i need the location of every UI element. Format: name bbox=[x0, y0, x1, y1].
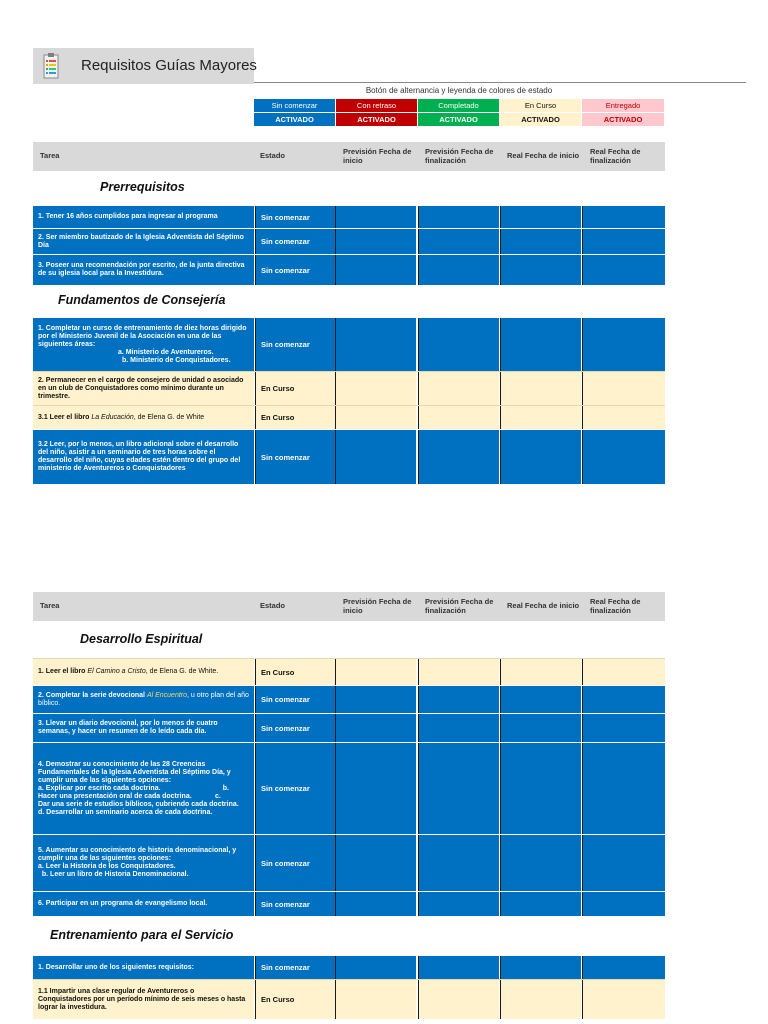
task-cell: 5. Aumentar su conocimiento de historia denominacional, y cumplir una de las siguientes opciones: a. Leer la Historia de los Conquistadores. b. Leer un libro de Historia Denominacional. bbox=[33, 835, 254, 891]
real-start-cell[interactable] bbox=[500, 406, 581, 429]
real-end-cell[interactable] bbox=[582, 956, 665, 979]
plan-end-cell[interactable] bbox=[418, 980, 499, 1019]
table-row[interactable] bbox=[33, 429, 665, 484]
task-cell: 2. Permanecer en el cargo de consejero de unidad o asociado en un club de Conquistadores como mínimo durante un trimestre. bbox=[33, 372, 254, 405]
column-header bbox=[33, 592, 665, 621]
table-row[interactable] bbox=[33, 891, 665, 916]
real-start-cell[interactable] bbox=[500, 980, 581, 1019]
real-end-cell[interactable] bbox=[582, 318, 665, 371]
table-row[interactable] bbox=[33, 658, 665, 685]
section-title-prerrequisitos: Prerrequisitos bbox=[100, 180, 185, 194]
table-row[interactable] bbox=[33, 713, 665, 742]
real-start-cell[interactable] bbox=[500, 318, 581, 371]
legend-label-en-curso: En Curso bbox=[500, 99, 582, 112]
real-start-cell[interactable] bbox=[500, 892, 581, 916]
real-start-cell[interactable] bbox=[500, 835, 581, 891]
real-start-cell[interactable] bbox=[500, 372, 581, 405]
section-title-espiritual: Desarrollo Espiritual bbox=[80, 632, 203, 646]
table-row[interactable] bbox=[33, 205, 665, 228]
real-end-cell[interactable] bbox=[582, 980, 665, 1019]
section-title-consejeria: Fundamentos de Consejería bbox=[58, 293, 226, 307]
real-end-cell[interactable] bbox=[582, 255, 665, 285]
plan-end-cell[interactable] bbox=[418, 255, 499, 285]
legend-labels bbox=[254, 99, 664, 112]
real-start-cell[interactable] bbox=[500, 659, 581, 685]
status-cell[interactable]: Sin comenzar bbox=[255, 255, 335, 285]
status-cell[interactable]: Sin comenzar bbox=[255, 892, 335, 916]
section-title-servicio: Entrenamiento para el Servicio bbox=[50, 928, 234, 942]
toggle-sin-comenzar[interactable]: ACTIVADO bbox=[254, 113, 336, 126]
legend-label-entregado: Entregado bbox=[582, 99, 664, 112]
legend-label-con-retraso: Con retraso bbox=[336, 99, 418, 112]
plan-start-cell[interactable] bbox=[335, 980, 416, 1019]
legend-toggles bbox=[254, 113, 664, 126]
real-end-cell[interactable] bbox=[582, 229, 665, 254]
plan-end-cell[interactable] bbox=[418, 659, 499, 685]
plan-start-cell[interactable] bbox=[335, 714, 416, 742]
real-end-cell[interactable] bbox=[582, 743, 665, 834]
status-cell[interactable]: Sin comenzar bbox=[255, 956, 335, 979]
real-start-cell[interactable] bbox=[500, 206, 581, 228]
table-row[interactable] bbox=[33, 834, 665, 891]
divider bbox=[254, 82, 746, 83]
status-cell[interactable]: Sin comenzar bbox=[255, 686, 335, 713]
real-start-cell[interactable] bbox=[500, 686, 581, 713]
toggle-con-retraso[interactable]: ACTIVADO bbox=[336, 113, 418, 126]
col-task: Tarea bbox=[40, 151, 60, 160]
status-cell[interactable]: Sin comenzar bbox=[255, 714, 335, 742]
task-cell: 1. Leer el libro El Camino a Cristo, de Elena G. de White. bbox=[33, 659, 254, 685]
task-cell: 2. Ser miembro bautizado de la Iglesia Adventista del Séptimo Día bbox=[33, 229, 254, 254]
real-end-cell[interactable] bbox=[582, 686, 665, 713]
table-row[interactable] bbox=[33, 317, 665, 371]
plan-end-cell[interactable] bbox=[418, 835, 499, 891]
status-cell[interactable]: En Curso bbox=[255, 980, 335, 1019]
real-end-cell[interactable] bbox=[582, 659, 665, 685]
real-end-cell[interactable] bbox=[582, 406, 665, 429]
table-row[interactable] bbox=[33, 371, 665, 405]
real-start-cell[interactable] bbox=[500, 743, 581, 834]
task-cell: 1.1 Impartir una clase regular de Aventureros o Conquistadores por un período mínimo de seis meses o hasta lograr la investidura. bbox=[33, 980, 254, 1019]
plan-start-cell[interactable] bbox=[335, 743, 416, 834]
status-cell[interactable]: Sin comenzar bbox=[255, 430, 335, 484]
column-header bbox=[33, 142, 665, 171]
col-real-start: Real Fecha de inicio bbox=[507, 601, 580, 610]
status-cell[interactable]: Sin comenzar bbox=[255, 835, 335, 891]
status-cell[interactable]: En Curso bbox=[255, 406, 335, 429]
col-real-end: Real Fecha de finalización bbox=[590, 597, 641, 615]
real-end-cell[interactable] bbox=[582, 835, 665, 891]
toggle-entregado[interactable]: ACTIVADO bbox=[582, 113, 664, 126]
col-real-start: Real Fecha de inicio bbox=[507, 151, 580, 160]
status-cell[interactable]: Sin comenzar bbox=[255, 318, 335, 371]
legend-label-completado: Completado bbox=[418, 99, 500, 112]
task-cell: 6. Participar en un programa de evangelismo local. bbox=[33, 892, 254, 916]
real-start-cell[interactable] bbox=[500, 956, 581, 979]
status-cell[interactable]: Sin comenzar bbox=[255, 206, 335, 228]
status-cell[interactable]: En Curso bbox=[255, 659, 335, 685]
title-bar bbox=[33, 48, 257, 84]
real-end-cell[interactable] bbox=[582, 430, 665, 484]
plan-start-cell[interactable] bbox=[335, 229, 416, 254]
table-row[interactable] bbox=[33, 979, 665, 1019]
table-row[interactable] bbox=[33, 228, 665, 254]
real-end-cell[interactable] bbox=[582, 892, 665, 916]
real-end-cell[interactable] bbox=[582, 372, 665, 405]
plan-start-cell[interactable] bbox=[335, 430, 416, 484]
task-cell: 1. Tener 16 años cumplidos para ingresar al programa bbox=[33, 206, 254, 228]
real-start-cell[interactable] bbox=[500, 229, 581, 254]
plan-start-cell[interactable] bbox=[335, 206, 416, 228]
real-start-cell[interactable] bbox=[500, 430, 581, 484]
col-task: Tarea bbox=[40, 601, 60, 610]
status-cell[interactable]: En Curso bbox=[255, 372, 335, 405]
col-plan-end: Previsión Fecha de finalización bbox=[425, 597, 494, 615]
real-end-cell[interactable] bbox=[582, 206, 665, 228]
col-plan-end: Previsión Fecha de finalización bbox=[425, 147, 494, 165]
plan-end-cell[interactable] bbox=[418, 372, 499, 405]
plan-end-cell[interactable] bbox=[418, 743, 499, 834]
task-cell: 3. Poseer una recomendación por escrito, de la junta directiva de su iglesia local para la Investidura. bbox=[33, 255, 254, 285]
col-state: Estado bbox=[260, 601, 286, 610]
task-cell: 4. Demostrar su conocimiento de las 28 Creencias Fundamentales de la Iglesia Adventista del Séptimo Día, y cumplir una de las siguientes opciones: a. Explicar por escrito cada doctrina. b. Hacer una presentación oral de cada doctrina. c. Dar una serie de estudios bíblicos, cubriendo cada doctrina. d. Desarrollar un seminario acerca de cada doctrina. bbox=[33, 743, 254, 834]
status-cell[interactable]: Sin comenzar bbox=[255, 743, 335, 834]
legend-caption: Botón de alternancia y leyenda de colores de estado bbox=[365, 86, 553, 95]
table-row[interactable] bbox=[33, 405, 665, 429]
real-end-cell[interactable] bbox=[582, 714, 665, 742]
table-row[interactable] bbox=[33, 254, 665, 285]
status-cell[interactable]: Sin comenzar bbox=[255, 229, 335, 254]
plan-start-cell[interactable] bbox=[335, 892, 416, 916]
plan-end-cell[interactable] bbox=[418, 430, 499, 484]
table-row[interactable] bbox=[33, 685, 665, 713]
task-cell: 1. Desarrollar uno de los siguientes requisitos: bbox=[33, 956, 254, 979]
col-plan-start: Previsión Fecha de inicio bbox=[343, 597, 412, 615]
table-row[interactable] bbox=[33, 955, 665, 979]
task-cell: 3.1 Leer el libro La Educación, de Elena G. de White bbox=[33, 406, 254, 429]
task-cell: 3. Llevar un diario devocional, por lo menos de cuatro semanas, y hacer un resumen de lo leído cada día. bbox=[33, 714, 254, 742]
plan-start-cell[interactable] bbox=[335, 318, 416, 371]
plan-end-cell[interactable] bbox=[418, 956, 499, 979]
col-state: Estado bbox=[260, 151, 286, 160]
checklist-icon bbox=[41, 52, 61, 80]
task-cell: 1. Completar un curso de entrenamiento de diez horas dirigido por el Ministerio Juvenil de la Asociación en una de las siguientes áreas: a. Ministerio de Aventureros. b. Ministerio de Conquistadores. bbox=[33, 318, 254, 371]
toggle-completado[interactable]: ACTIVADO bbox=[418, 113, 500, 126]
task-cell: 2. Completar la serie devocional Al Encuentro, u otro plan del año bíblico. bbox=[33, 686, 254, 713]
plan-start-cell[interactable] bbox=[335, 372, 416, 405]
page-title: Requisitos Guías Mayores bbox=[81, 57, 257, 74]
plan-end-cell[interactable] bbox=[418, 229, 499, 254]
plan-start-cell[interactable] bbox=[335, 659, 416, 685]
toggle-en-curso[interactable]: ACTIVADO bbox=[500, 113, 582, 126]
col-real-end: Real Fecha de finalización bbox=[590, 147, 641, 165]
plan-start-cell[interactable] bbox=[335, 406, 416, 429]
col-plan-start: Previsión Fecha de inicio bbox=[343, 147, 412, 165]
plan-start-cell[interactable] bbox=[335, 255, 416, 285]
real-start-cell[interactable] bbox=[500, 255, 581, 285]
plan-end-cell[interactable] bbox=[418, 206, 499, 228]
plan-end-cell[interactable] bbox=[418, 892, 499, 916]
plan-end-cell[interactable] bbox=[418, 318, 499, 371]
plan-start-cell[interactable] bbox=[335, 686, 416, 713]
plan-start-cell[interactable] bbox=[335, 835, 416, 891]
table-row[interactable] bbox=[33, 742, 665, 834]
real-start-cell[interactable] bbox=[500, 714, 581, 742]
plan-start-cell[interactable] bbox=[335, 956, 416, 979]
plan-end-cell[interactable] bbox=[418, 406, 499, 429]
task-cell: 3.2 Leer, por lo menos, un libro adicional sobre el desarrollo del niño, asistir a un seminario de tres horas sobre el desarrollo del niño, cuyas edades estén dentro del grupo del ministerio de Aventureros o Conquistadores bbox=[33, 430, 254, 484]
plan-end-cell[interactable] bbox=[418, 714, 499, 742]
plan-end-cell[interactable] bbox=[418, 686, 499, 713]
legend-label-sin-comenzar: Sin comenzar bbox=[254, 99, 336, 112]
